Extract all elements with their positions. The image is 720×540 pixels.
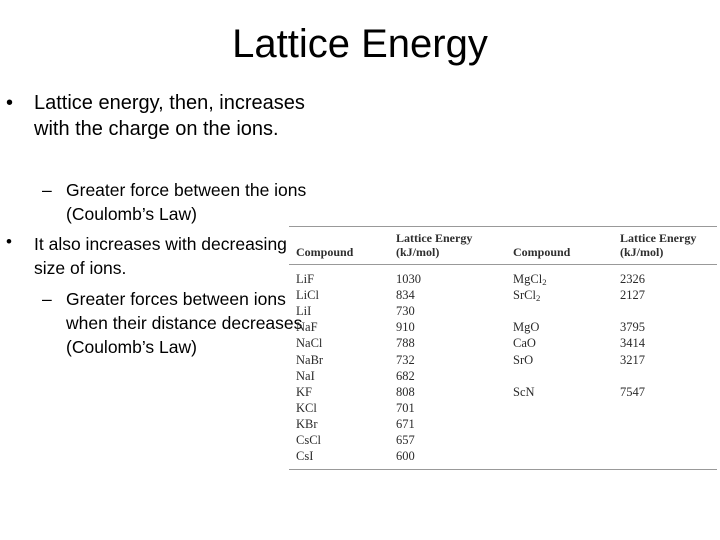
table-cell-compound: LiI: [296, 304, 312, 319]
table-cell-compound: [513, 352, 533, 368]
formula-subscript: 2: [535, 293, 541, 304]
table-cell-energy: 3217: [620, 352, 645, 367]
table-cell-compound: NaBr: [296, 352, 324, 367]
table-cell-energy: 788: [396, 336, 415, 351]
compound-formula: SrCl: [513, 288, 536, 303]
table-cell-compound: NaF: [296, 320, 318, 335]
header-compound: Compound: [513, 245, 571, 259]
table-cell-compound: [513, 335, 536, 351]
compound-formula: MgCl: [513, 272, 543, 286]
table-cell-energy: 3795: [620, 320, 645, 335]
table-cell-energy: 2326: [620, 272, 645, 286]
table-cell-energy: 808: [396, 384, 415, 399]
compound-formula: SrO: [513, 352, 534, 367]
table-cell-compound: LiF: [296, 272, 315, 286]
table-cell-compound: CsI: [296, 449, 314, 464]
table-cell-compound: CsCl: [296, 433, 322, 447]
lattice-energy-table: [289, 226, 717, 470]
table-cell-energy: 682: [396, 368, 415, 383]
table-cell-energy: 657: [396, 433, 415, 447]
compound-formula: CaO: [513, 336, 536, 351]
bullet-marker: •: [6, 232, 12, 251]
table-cell-compound: KCl: [296, 400, 317, 415]
sub-bullet-text: Greater force between the ions (Coulomb’s Law): [66, 180, 307, 224]
table-cell-compound: NaI: [296, 368, 315, 383]
table-header-rule: [289, 264, 717, 265]
bullet-text: It also increases with decreasing size of ions.: [34, 234, 287, 278]
table-cell-compound: [513, 319, 539, 335]
table-cell-energy: 701: [396, 400, 415, 415]
table-cell-energy: 732: [396, 352, 415, 367]
table-cell-compound: KF: [296, 384, 312, 399]
bullet-marker: •: [6, 92, 14, 114]
table-cell-energy: 1030: [396, 272, 421, 286]
table-cell-energy: 2127: [620, 288, 645, 303]
header-lattice-energy-unit: (kJ/mol): [620, 245, 664, 259]
header-lattice-energy-unit: (kJ/mol): [396, 245, 440, 259]
table-cell-energy: 671: [396, 416, 415, 431]
table-cell-compound: [513, 287, 540, 303]
slide-title: Lattice Energy: [232, 22, 488, 66]
header-lattice-energy: Lattice Energy: [620, 231, 697, 245]
table-cell-compound: LiCl: [296, 288, 319, 303]
table-cell-energy: 834: [396, 288, 415, 303]
table-cell-energy: 600: [396, 449, 415, 464]
table-cell-compound: [513, 384, 535, 400]
compound-formula: MgO: [513, 320, 540, 335]
table-cell-compound: NaCl: [296, 336, 323, 351]
sub-bullet-dash: –: [42, 180, 52, 200]
sub-bullet-text: Greater forces between ions when their distance decreases (Coulomb’s Law): [66, 289, 303, 357]
table-cell-energy: 730: [396, 304, 415, 319]
table-cell-energy: 910: [396, 320, 415, 335]
table-bottom-rule: [289, 469, 717, 470]
header-lattice-energy: Lattice Energy: [396, 231, 473, 245]
table-cell-energy: 3414: [620, 336, 645, 351]
sub-bullet-dash: –: [42, 289, 52, 309]
bullet-text: Lattice energy, then, increases with the charge on the ions.: [34, 92, 305, 140]
table-cell-compound: KBr: [296, 416, 318, 431]
header-compound: Compound: [296, 245, 354, 259]
formula-subscript: 2: [542, 277, 547, 287]
table-cell-energy: 7547: [620, 384, 645, 399]
table-cell-compound: [513, 271, 547, 287]
table-top-rule: [289, 226, 717, 227]
compound-formula: ScN: [513, 384, 535, 399]
